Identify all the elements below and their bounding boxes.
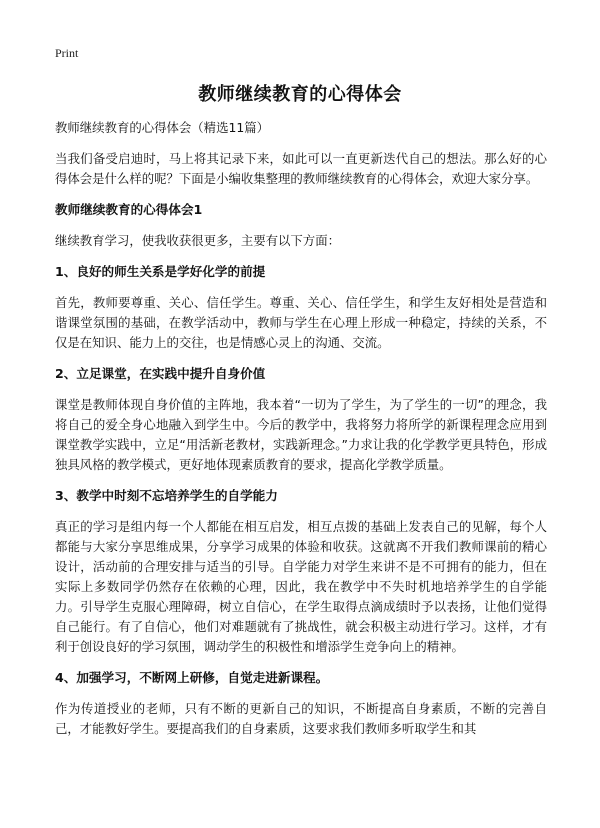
intro-paragraph: 当我们备受启迪时，马上将其记录下来，如此可以一直更新迭代自己的想法。那么好的心得体会是什么样的呢？下面是小编收集整理的教师继续教育的心得体会，欢迎大家分享。 bbox=[55, 151, 547, 186]
point-body-4: 作为传道授业的老师，只有不断的更新自己的知识，不断提高自身素质，不断的完善自己，才能教好学生。要提高我们的自身素质，这要求我们教师多听取学生和其 bbox=[55, 701, 547, 736]
print-link[interactable]: Print bbox=[55, 46, 79, 60]
point-heading-2: 2、立足课堂，在实践中提升自身价值 bbox=[55, 366, 266, 381]
point-heading-4: 4、加强学习，不断网上研修，自觉走进新课程。 bbox=[55, 670, 329, 685]
document-body bbox=[55, 118, 547, 750]
document-subtitle: 教师继续教育的心得体会（精选11篇） bbox=[55, 120, 270, 135]
page-title: 教师继续教育的心得体会 bbox=[198, 84, 402, 105]
point-body-2: 课堂是教师体现自身价值的主阵地，我本着“一切为了学生，为了学生的一切”的理念，我将自己的爱全身心地融入到学生中。今后的教学中，我将努力将所学的新课程理念应用到课堂教学实践中，立足“用活新老教材，实践新理念。”力求让我的化学教学更具特色，形成独具风格的教学模式，更好地体现素质教育的要求，提高化学教学质量。 bbox=[55, 397, 547, 472]
point-body-3: 真正的学习是组内每一个人都能在相互启发，相互点拨的基础上发表自己的见解，每个人都能与大家分享思维成果，分享学习成果的体验和收获。这就离不开我们教师课前的精心设计，活动前的合理安排与适当的引导。自学能力对学生来讲不是不可拥有的能力，但在实际上多数同学仍然存在依赖的心理，因此，我在教学中不失时机地培养学生的自学能力。引导学生克服心理障碍，树立自信心，在学生取得点滴成绩时予以表扬，让他们觉得自己能行。有了自信心，他们对难题就有了挑战性，就会积极主动进行学习。这样，才有利于创设良好的学习氛围，调动学生的积极性和增添学生竞争向上的精神。 bbox=[55, 519, 547, 654]
point-heading-3: 3、教学中时刻不忘培养学生的自学能力 bbox=[55, 488, 278, 503]
section-heading: 教师继续教育的心得体会1 bbox=[55, 202, 203, 217]
point-body-1: 首先，教师要尊重、关心、信任学生。尊重、关心、信任学生，和学生友好相处是营造和谐课堂氛围的基础，在教学活动中，教师与学生在心理上形成一种稳定，持续的关系，不仅是在知识、能力上的交往，也是情感心灵上的沟通、交流。 bbox=[55, 295, 547, 350]
section-intro-paragraph: 继续教育学习，使我收获很更多，主要有以下方面： bbox=[55, 233, 340, 248]
point-heading-1: 1、良好的师生关系是学好化学的前提 bbox=[55, 264, 266, 279]
